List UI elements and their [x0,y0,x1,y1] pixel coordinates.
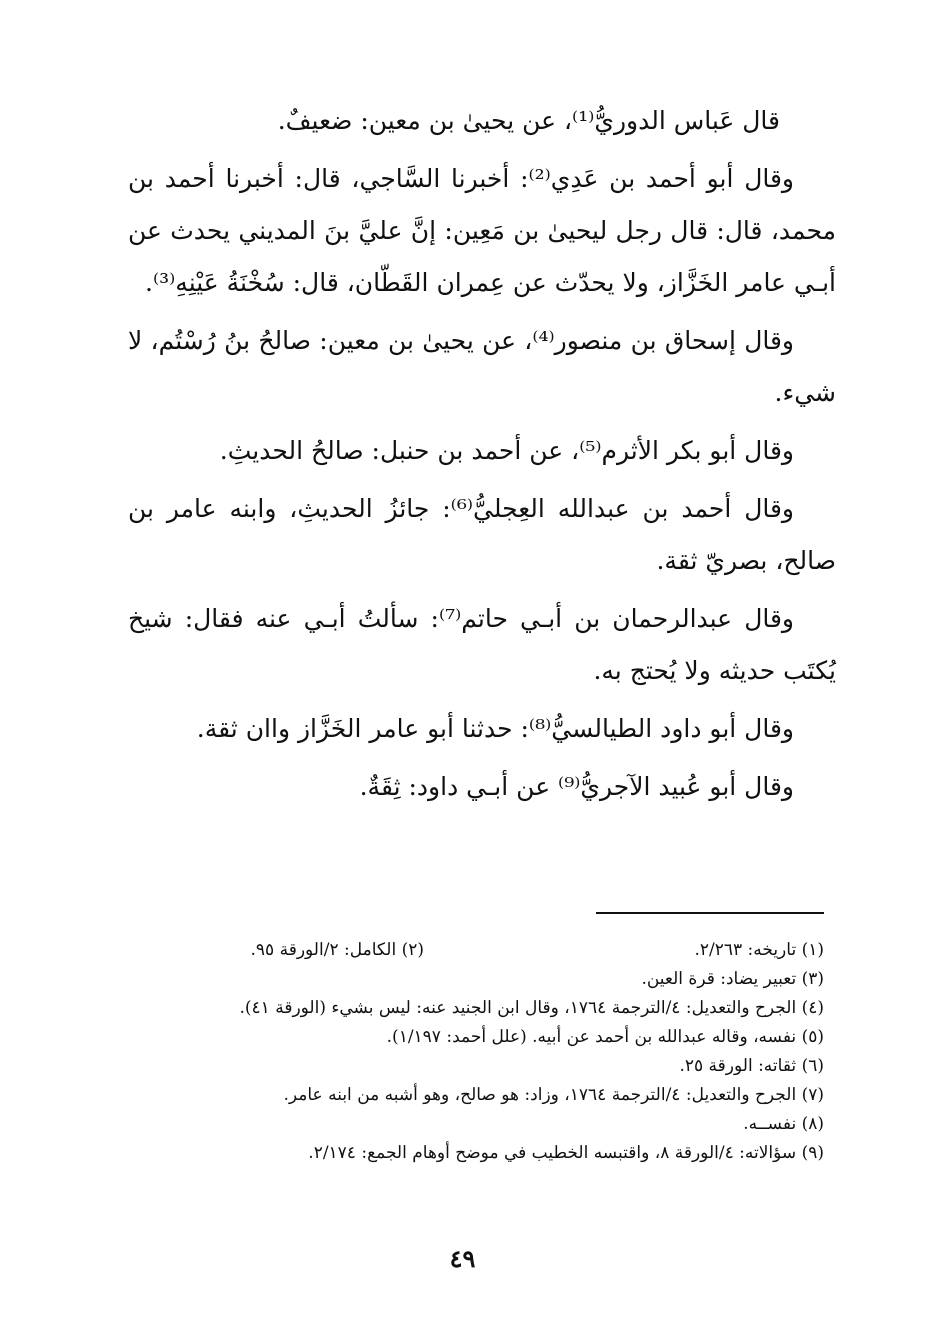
paragraph-5: وقال أحمد بن عبدالله العِجليُّ⁽⁶⁾: جائزُ الحديثِ، وابنه عامر بن صالح، بصريّ ثقة. [128,494,836,575]
paragraph-8: وقال أبو عُبيد الآجريُّ⁽⁹⁾ عن أبـي داود: ثِقَةٌ. [359,772,794,801]
paragraph-7: وقال أبو داود الطيالسيُّ⁽⁸⁾: حدثنا أبو عامر الخَزَّاز واان ثقة. [196,714,794,743]
footnote-2: (٢) الكامل: ٢/الورقة ٩٥. [250,940,424,960]
footnote-3: (٣) تعبير يضاد: قرة العين. [641,969,824,989]
footnote-row-8 [128,1110,824,1139]
footnote-5: (٥) نفسه، وقاله عبدالله بن أحمد عن أبيه. (علل أحمد: ١/١٩٧). [386,1027,824,1047]
footnotes [128,936,824,1168]
footnote-1: (١) تاريخه: ٢/٢٦٣. [694,940,824,960]
main-text [128,95,836,819]
paragraph-4: وقال أبو بكر الأثرم⁽⁵⁾، عن أحمد بن حنبل: صالحُ الحديثِ. [219,436,794,465]
paragraph-3: وقال إسحاق بن منصور⁽⁴⁾، عن يحيىٰ بن معين: صالحُ بنُ رُسْتُم، لا شيء. [128,326,836,407]
page-number: ٤٩ [449,1244,476,1273]
footnote-separator [596,912,824,914]
footnote-row-6 [128,1052,824,1081]
footnote-8: (٨) نفســه. [743,1114,824,1134]
footnote-row-3 [128,965,824,994]
footnote-row-5 [128,1023,824,1052]
footnote-row-9 [128,1139,824,1168]
footnote-row-4 [128,994,824,1023]
footnote-4: (٤) الجرح والتعديل: ٤/الترجمة ١٧٦٤، وقال ابن الجنيد عنه: ليس بشيء (الورقة ٤١). [239,998,824,1018]
footnote-row-7 [128,1081,824,1110]
paragraph-2: وقال أبو أحمد بن عَدِي⁽²⁾: أخبرنا السَّاجي، قال: أخبرنا أحمد بن محمد، قال: قال رجل ليحيىٰ بن مَعِين: إنَّ عليَّ بنَ المديني يحدث عن أبـي عامر الخَزَّاز، ولا يحدّث عن عِمران القَطّان، قال: سُخْنَةُ عَيْنِهِ⁽³⁾. [128,164,836,297]
paragraph-1: قال عَباس الدوريُّ⁽¹⁾، عن يحيىٰ بن معين: ضعيفٌ. [277,106,780,135]
footnote-row-1-2 [128,936,824,965]
footnote-6: (٦) ثقاته: الورقة ٢٥. [679,1056,824,1076]
paragraph-6: وقال عبدالرحمان بن أبـي حاتم⁽⁷⁾: سألتُ أبـي عنه فقال: شيخ يُكتَب حديثه ولا يُحتج به. [128,604,836,685]
footnote-9: (٩) سؤالاته: ٤/الورقة ٨، واقتبسه الخطيب في موضح أوهام الجمع: ٢/١٧٤. [308,1143,824,1163]
footnote-7: (٧) الجرح والتعديل: ٤/الترجمة ١٧٦٤، وزاد: هو صالح، وهو أشبه من ابنه عامر. [283,1085,824,1105]
